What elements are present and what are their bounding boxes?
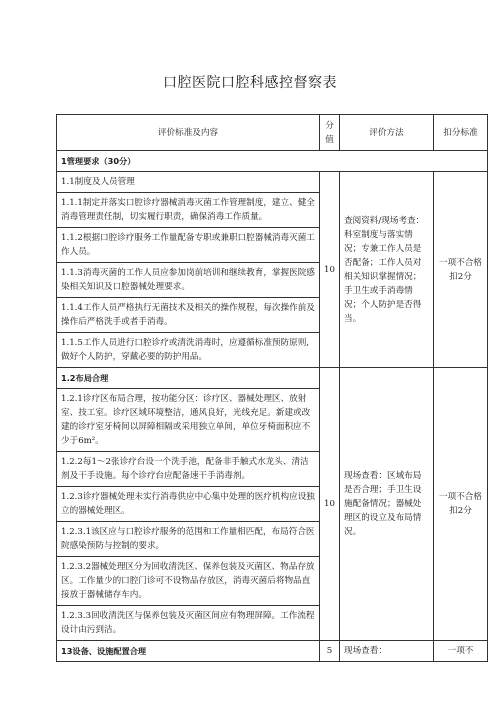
method-cell: 查阅资料/现场考查：科室制度与落实情况；专兼工作人员是否配备；工作人员对相关知识掌握情况；手卫生或手消毒情况；个人防护是否得当。: [340, 172, 434, 368]
subsection-title: 13设备、设施配置合理: [57, 641, 320, 662]
header-deduction: 扣分标准: [434, 115, 488, 151]
criteria-item: 1.1.2根据口腔诊疗服务工作量配备专职或兼职口腔器械消毒灭菌工作人员。: [57, 228, 320, 263]
score-cell: 5: [320, 641, 340, 662]
criteria-item: 1.2.3.1该区应与口腔诊疗服务的范围和工作量相匹配，布局符合医院感染预防与控制的要求。: [57, 522, 320, 557]
subsection-title: 1.1制度及人员管理: [57, 172, 320, 193]
deduction-cell: 一项不: [434, 641, 488, 662]
section-row: [57, 151, 488, 172]
table-row: [57, 368, 488, 389]
section-title: 1管理要求（30分）: [57, 151, 488, 172]
deduction-cell: 一项不合格扣2分: [434, 368, 488, 641]
header-method: 评价方法: [340, 115, 434, 151]
table-row: [57, 641, 488, 662]
criteria-item: 1.2.3.3回收清洗区与保养包装及灭菌区间应有物理屏障。工作流程设计由污到洁。: [57, 606, 320, 641]
header-score: 分值: [320, 115, 340, 151]
method-cell: 现场查看：区域布局是否合理；手卫生设施配备情况；器械处理区的设立及布局情况。: [340, 368, 434, 641]
criteria-item: 1.2.1诊疗区布局合理，按功能分区：诊疗区、器械处理区、放射室、技工室。诊疗区域环境整洁，通风良好，光线充足。新建或改建的诊疗室牙椅间以屏障相隔或采用独立单间，单位牙椅面积应不少于6m²。: [57, 389, 320, 452]
score-cell: 10: [320, 368, 340, 641]
criteria-item: 1.2.3.2器械处理区分为回收清洗区、保养包装及灭菌区、物品存放区。工作量少的口腔门诊可不设物品存放区，消毒灭菌后将物品直接放于器械储存车内。: [57, 557, 320, 606]
inspection-table: [56, 114, 488, 662]
score-cell: 10: [320, 172, 340, 368]
criteria-item: 1.1.3消毒灭菌的工作人员应参加岗前培训和继续教育，掌握医院感染相关知识及口腔器械处理要求。: [57, 263, 320, 298]
method-cell: 现场查看：: [340, 641, 434, 662]
criteria-item: 1.1.1制定并落实口腔诊疗器械消毒灭菌工作管理制度，建立、健全消毒管理责任制，切实履行职责，确保消毒工作质量。: [57, 193, 320, 228]
table-header-row: [57, 115, 488, 151]
subsection-title: 1.2布局合理: [57, 368, 320, 389]
table-row: [57, 172, 488, 193]
page-title: 口腔医院口腔科感控督察表: [163, 75, 337, 91]
deduction-cell: 一项不合格扣2分: [434, 172, 488, 368]
criteria-item: 1.1.5工作人员进行口腔诊疗或清洗消毒时，应遵循标准预防原则,做好个人防护，穿戴必要的防护用品。: [57, 333, 320, 368]
criteria-item: 1.2.3诊疗器械处理未实行消毒供应中心集中处理的医疗机构应设独立的器械处理区。: [57, 487, 320, 522]
criteria-item: 1.1.4工作人员严格执行无菌技术及相关的操作规程，每次操作前及操作后严格洗手或者手消毒。: [57, 298, 320, 333]
criteria-item: 1.2.2每1～2张诊疗台设一个洗手池，配备非手触式水龙头、清洁剂及干手设施。每个诊疗台应配备速干手消毒剂。: [57, 452, 320, 487]
header-criteria: 评价标准及内容: [57, 115, 320, 151]
